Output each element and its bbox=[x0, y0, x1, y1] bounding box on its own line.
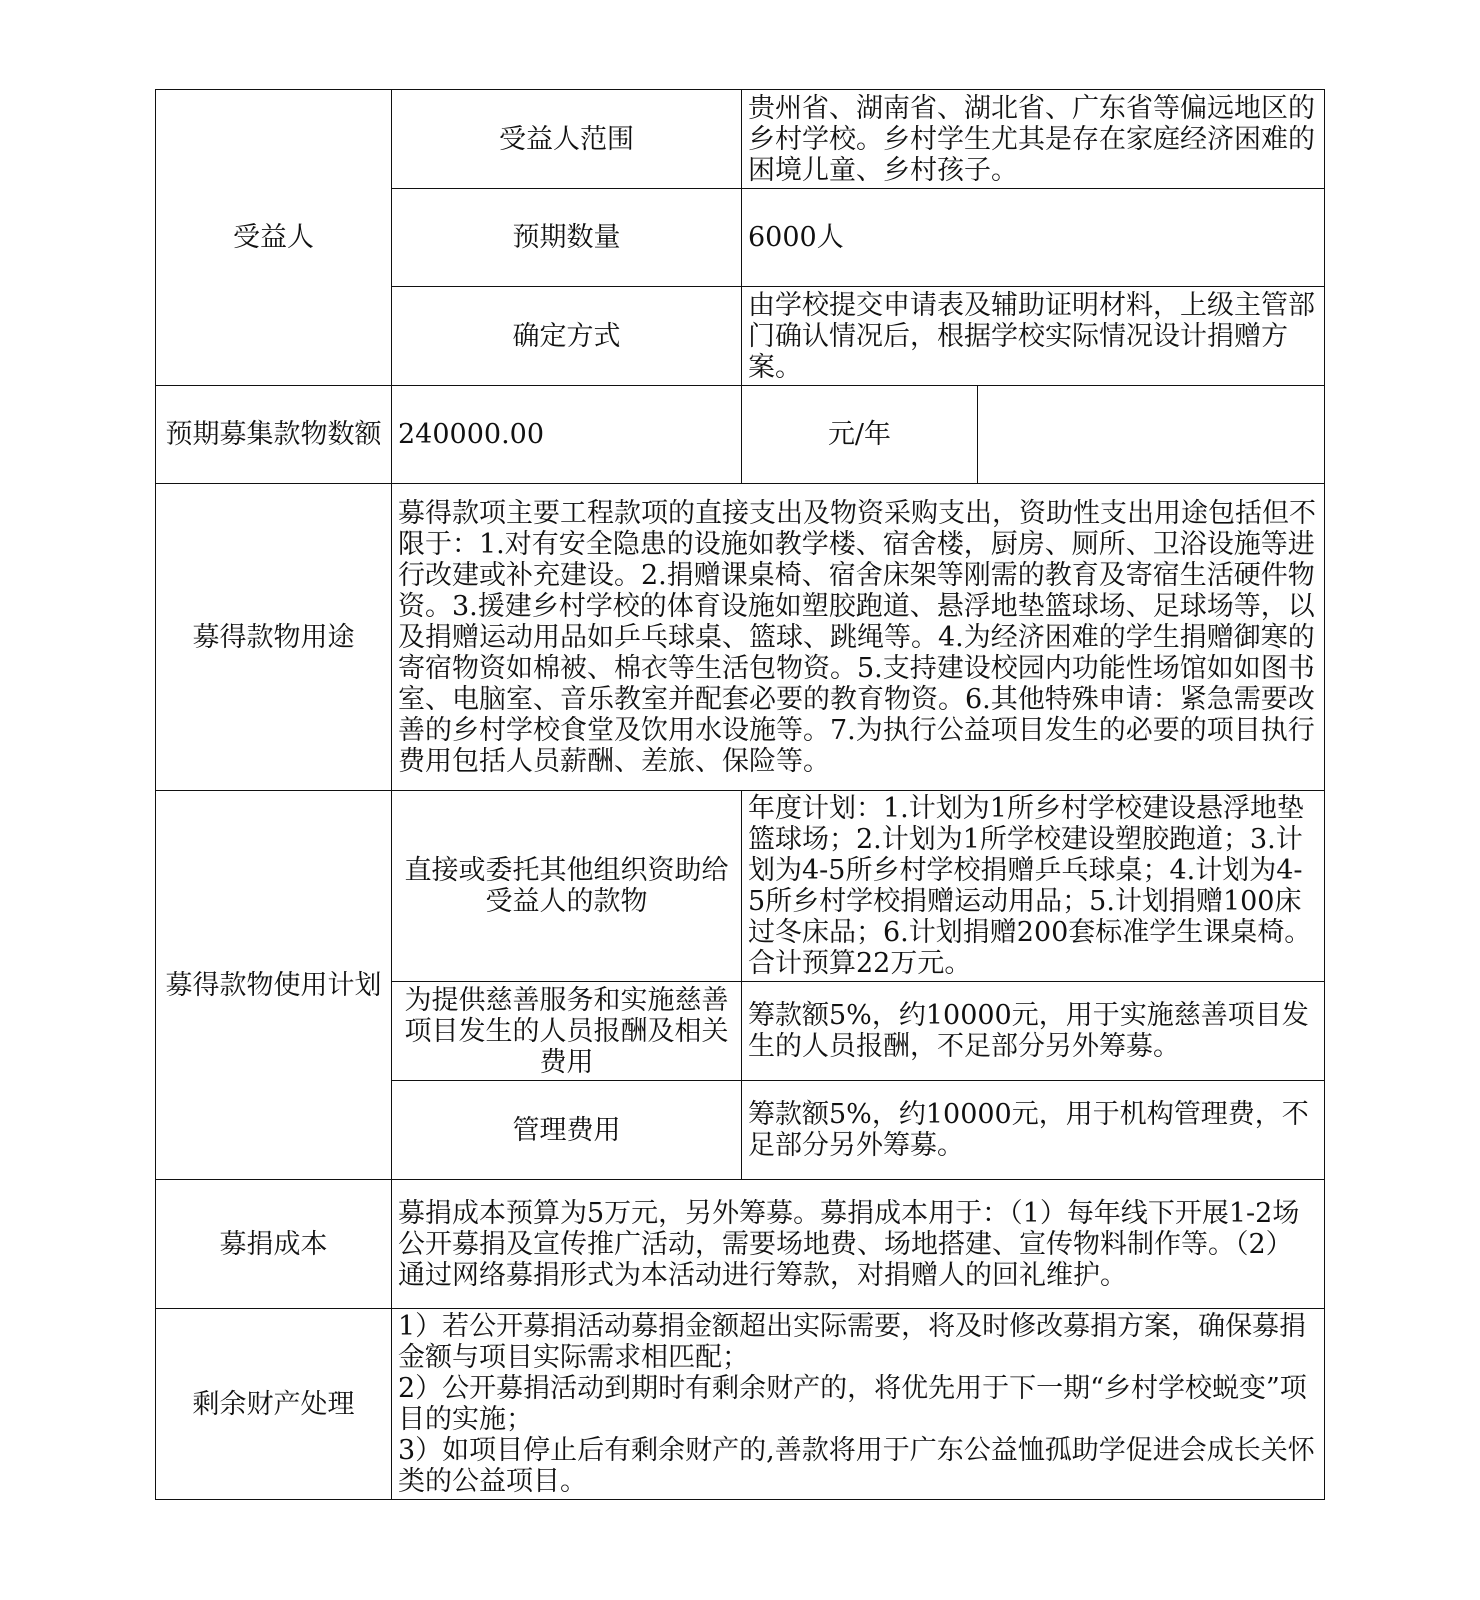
beneficiary-scope-text: 贵州省、湖南省、湖北省、广东省等偏远地区的乡村学校。乡村学生尤其是存在家庭经济困难的困境儿童、乡村孩子。 bbox=[742, 90, 1325, 189]
service-cost-text: 筹款额5%，约10000元，用于实施慈善项目发生的人员报酬，不足部分另外筹募。 bbox=[742, 982, 1325, 1081]
table-row bbox=[156, 1180, 1325, 1309]
direct-aid-label: 直接或委托其他组织资助给受益人的款物 bbox=[392, 791, 742, 982]
beneficiary-label: 受益人 bbox=[156, 90, 392, 386]
fundraising-cost-text: 募捐成本预算为5万元，另外筹募。募捐成本用于：（1）每年线下开展1-2场公开募捐及宣传推广活动，需要场地费、场地搭建、宣传物料制作等。（2）通过网络募捐形式为本活动进行筹款，对捐赠人的回礼维护。 bbox=[392, 1180, 1325, 1309]
determination-method-label: 确定方式 bbox=[392, 287, 742, 386]
usage-plan-label: 募得款物使用计划 bbox=[156, 791, 392, 1180]
expected-quantity-value: 6000人 bbox=[742, 189, 1325, 287]
surplus-text: 1）若公开募捐活动募捐金额超出实际需要，将及时修改募捐方案，确保募捐金额与项目实际需求相匹配； 2）公开募捐活动到期时有剩余财产的，将优先用于下一期“乡村学校蜕变”项目的实施； 3）如项目停止后有剩余财产的,善款将用于广东公益恤孤助学促进会成长关怀类的公益项目。 bbox=[392, 1309, 1325, 1500]
expected-amount-extra bbox=[978, 386, 1325, 484]
expected-quantity-label: 预期数量 bbox=[392, 189, 742, 287]
table-row bbox=[156, 484, 1325, 791]
admin-cost-label: 管理费用 bbox=[392, 1081, 742, 1180]
expected-amount-unit: 元/年 bbox=[742, 386, 978, 484]
table-row bbox=[156, 1309, 1325, 1500]
determination-method-text: 由学校提交申请表及辅助证明材料，上级主管部门确认情况后，根据学校实际情况设计捐赠方案。 bbox=[742, 287, 1325, 386]
usage-label: 募得款物用途 bbox=[156, 484, 392, 791]
usage-text: 募得款项主要工程款项的直接支出及物资采购支出，资助性支出用途包括但不限于：1.对有安全隐患的设施如教学楼、宿舍楼，厨房、厕所、卫浴设施等进行改建或补充建设。2.捐赠课桌椅、宿舍床架等刚需的教育及寄宿生活硬件物资。3.援建乡村学校的体育设施如塑胶跑道、悬浮地垫篮球场、足球场等，以及捐赠运动用品如乒乓球桌、篮球、跳绳等。4.为经济困难的学生捐赠御寒的寄宿物资如棉被、棉衣等生活包物资。5.支持建设校园内功能性场馆如如图书室、电脑室、音乐教室并配套必要的教育物资。6.其他特殊申请：紧急需要改善的乡村学校食堂及饮用水设施等。7.为执行公益项目发生的必要的项目执行费用包括人员薪酬、差旅、保险等。 bbox=[392, 484, 1325, 791]
expected-amount-label: 预期募集款物数额 bbox=[156, 386, 392, 484]
service-cost-label: 为提供慈善服务和实施慈善项目发生的人员报酬及相关费用 bbox=[392, 982, 742, 1081]
table-row bbox=[156, 791, 1325, 982]
table-row bbox=[156, 90, 1325, 189]
expected-amount-value: 240000.00 bbox=[392, 386, 742, 484]
table-row bbox=[156, 386, 1325, 484]
direct-aid-text: 年度计划：1.计划为1所乡村学校建设悬浮地垫篮球场；2.计划为1所学校建设塑胶跑道；3.计划为4-5所乡村学校捐赠乒乓球桌；4.计划为4-5所乡村学校捐赠运动用品；5.计划捐赠100床过冬床品；6.计划捐赠200套标准学生课桌椅。合计预算22万元。 bbox=[742, 791, 1325, 982]
fundraising-cost-label: 募捐成本 bbox=[156, 1180, 392, 1309]
surplus-label: 剩余财产处理 bbox=[156, 1309, 392, 1500]
project-info-table bbox=[155, 89, 1325, 1500]
admin-cost-text: 筹款额5%，约10000元，用于机构管理费，不足部分另外筹募。 bbox=[742, 1081, 1325, 1180]
beneficiary-scope-label: 受益人范围 bbox=[392, 90, 742, 189]
